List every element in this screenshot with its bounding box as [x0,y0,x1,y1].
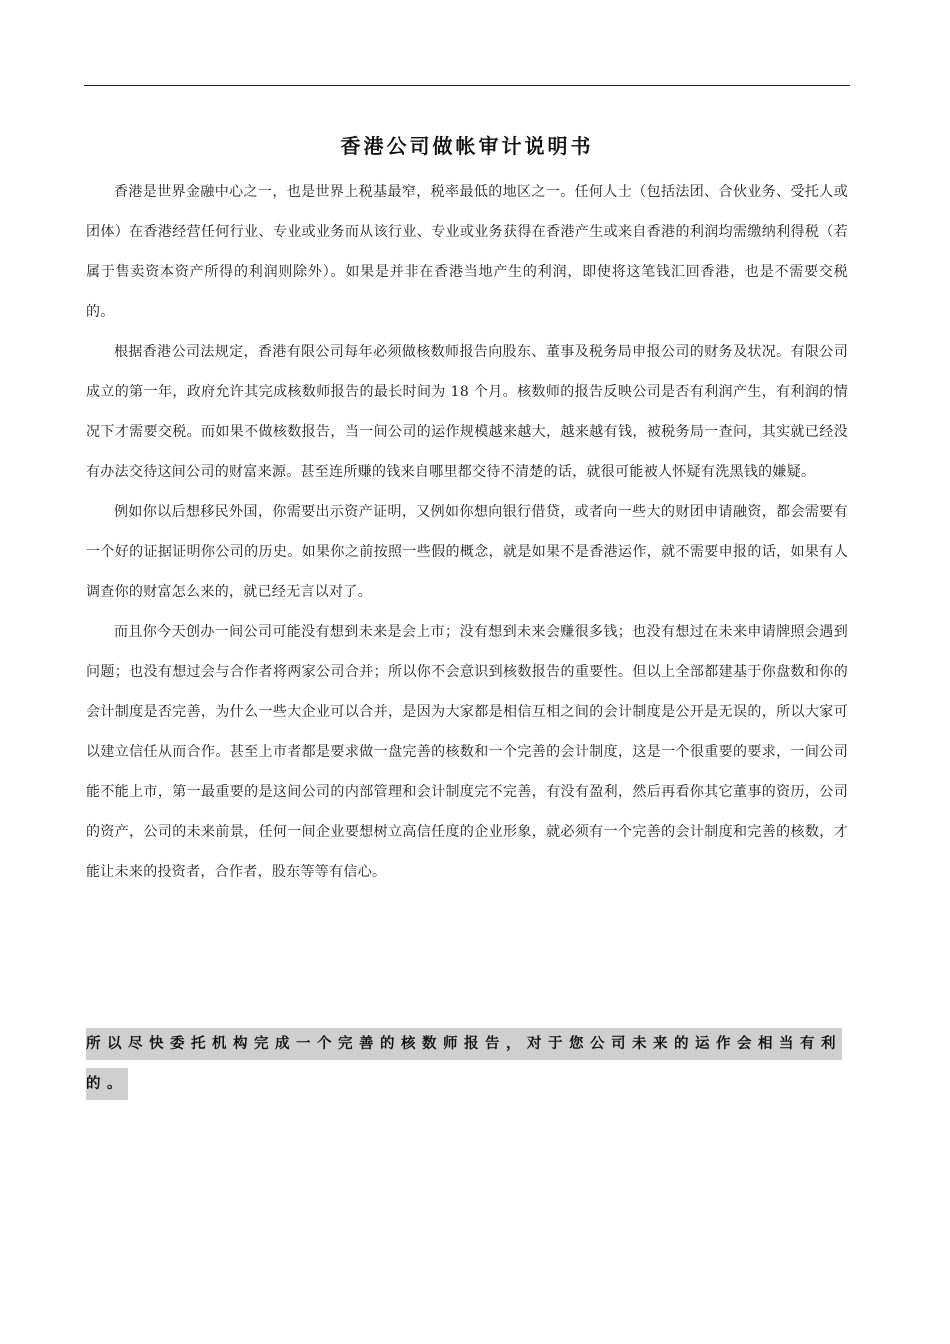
highlighted-conclusion [86,1024,848,1104]
paragraph-tax-overview: 香港是世界金融中心之一，也是世界上税基最窄，税率最低的地区之一。任何人士（包括法团、合伙业务、受托人或团体）在香港经营任何行业、专业或业务而从该行业、专业或业务获得在香港产生或来自香港的利润均需缴纳利得税（若属于售卖资本资产所得的利润则除外）。如果是并非在香港当地产生的利润，即使将这笔钱汇回香港，也是不需要交税的。 [86,184,848,320]
paragraph-accounting-system: 而且你今天创办一间公司可能没有想到未来是会上市；没有想到未来会赚很多钱；也没有想过在未来申请牌照会遇到问题；也没有想过会与合作者将两家公司合并；所以你不会意识到核数报告的重要性。但以上全部都建基于你盘数和你的会计制度是否完善，为什么一些大企业可以合并，是因为大家都是相信互相之间的会计制度是公开是无误的，所以大家可以建立信任从而合作。甚至上市者都是要求做一盘完善的核数和一个完善的会计制度，这是一个很重要的要求，一间公司能不能上市，第一最重要的是这间公司的内部管理和会计制度完不完善，有没有盈利，然后再看你其它董事的资历，公司的资产，公司的未来前景，任何一间企业要想树立高信任度的企业形象，就必须有一个完善的会计制度和完善的核数，才能让未来的投资者，合作者，股东等等有信心。 [86,624,848,880]
highlighted-conclusion-text: 所以尽快委托机构完成一个完善的核数师报告，对于您公司未来的运作会相当有利的。 [86,1028,842,1100]
header-rule [84,85,850,86]
document-title: 香港公司做帐审计说明书 [340,134,594,158]
paragraph-asset-proof: 例如你以后想移民外国，你需要出示资产证明，又例如你想向银行借贷，或者向一些大的财团申请融资，都会需要有一个好的证据证明你公司的历史。如果你之前按照一些假的概念，就是如果不是香港运作，就不需要申报的话，如果有人调查你的财富怎么来的，就已经无言以对了。 [86,504,848,600]
document-body [86,172,848,892]
paragraph-audit-requirement: 根据香港公司法规定，香港有限公司每年必须做核数师报告向股东、董事及税务局申报公司的财务及状况。有限公司成立的第一年，政府允许其完成核数师报告的最长时间为 18 个月。核数师的报告反映公司是否有利润产生，有利润的情况下才需要交税。而如果不做核数报告，当一间公司的运作规模越来越大，越来越有钱，被税务局一查问，其实就已经没有办法交待这间公司的财富来源。甚至连所赚的钱来自哪里都交待不清楚的话，就很可能被人怀疑有洗黑钱的嫌疑。 [86,344,848,480]
